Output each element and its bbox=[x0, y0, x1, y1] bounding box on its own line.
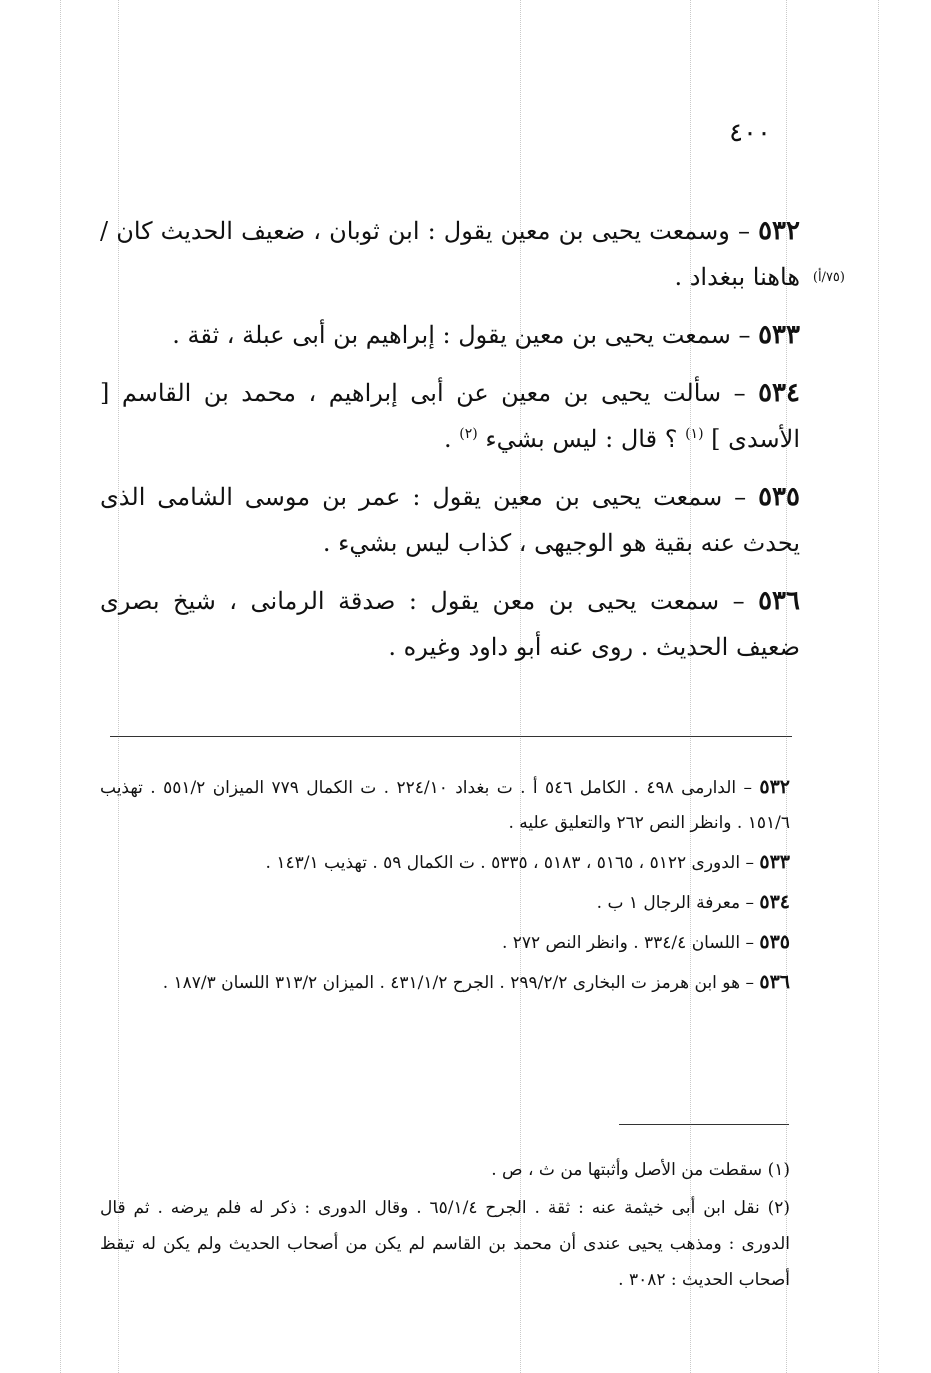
reference-number: ٥٣٦ bbox=[759, 971, 790, 993]
entry-534 bbox=[100, 370, 800, 462]
entry-text: – سمعت يحيى بن معين يقول : عمر بن موسى الشامى الذى يحدث عنه بقية هو الوجيهى ، كذاب ليس بشيء . bbox=[100, 483, 800, 557]
footnote-1 bbox=[100, 1152, 790, 1188]
entry-number: ٥٣٥ bbox=[758, 482, 800, 512]
page-number: ٤٠٠ bbox=[729, 118, 771, 148]
entry-text: – وسمعت يحيى بن معين يقول : ابن ثوبان ، ضعيف الحديث كان / هاهنا ببغداد . bbox=[100, 217, 800, 291]
main-text bbox=[100, 208, 800, 682]
reference-number: ٥٣٢ bbox=[759, 776, 790, 798]
entry-number: ٥٣٦ bbox=[758, 586, 800, 616]
reference-text: – اللسان ٣٣٤/٤ . وانظر النص ٢٧٢ . bbox=[501, 933, 760, 953]
reference-number: ٥٣٥ bbox=[759, 931, 790, 953]
entry-number: ٥٣٤ bbox=[758, 378, 800, 408]
footnotes-divider bbox=[619, 1124, 789, 1125]
footnote-text: نقل ابن أبى خيثمة عنه : ثقة . الجرح ٦٥/١/٤ . وقال الدورى : ذكر له فلم يرضه . ثم قال الدورى : ومذهب يحيى عندى أن محمد بن القاسم لم يكن من أصحاب الحديث ولم يكن له تيقظ أصحاب الحديث : ٣٠٨٢ . bbox=[100, 1198, 790, 1290]
reference-text: – الدورى ٥١٢٢ ، ٥١٦٥ ، ٥١٨٣ ، ٥٣٣٥ . ت الكمال ٥٩ . تهذيب ١٤٣/١ . bbox=[265, 853, 760, 873]
entry-532 bbox=[100, 208, 800, 300]
entry-535 bbox=[100, 474, 800, 566]
entry-number: ٥٣٣ bbox=[758, 320, 800, 350]
reference-text: – هو ابن هرمز ت البخارى ٢٩٩/٢/٢ . الجرح ٤٣١/١/٢ . الميزان ٣١٣/٢ اللسان ١٨٧/٣ . bbox=[162, 973, 760, 993]
footnotes bbox=[100, 1152, 790, 1300]
reference-534 bbox=[100, 885, 790, 921]
reference-532 bbox=[100, 770, 790, 841]
source-references bbox=[100, 770, 790, 1005]
margin-folio-reference: (٧٥/أ) bbox=[812, 270, 845, 285]
entry-text: – سمعت يحيى بن معين يقول : إبراهيم بن أبى عبلة ، ثقة . bbox=[172, 321, 759, 349]
entry-533 bbox=[100, 312, 800, 358]
entry-number: ٥٣٢ bbox=[758, 216, 800, 246]
reference-535 bbox=[100, 925, 790, 961]
entry-text: . bbox=[443, 425, 460, 453]
scan-guide-line bbox=[878, 0, 879, 1373]
scan-guide-line bbox=[60, 0, 61, 1373]
footnote-ref-2: (٢) bbox=[459, 426, 478, 442]
entry-text: – سألت يحيى بن معين عن أبى إبراهيم ، محمد بن القاسم [ الأسدى ] bbox=[100, 379, 800, 453]
footnote-text: سقطت من الأصل وأثبتها من ث ، ص . bbox=[491, 1160, 768, 1180]
entry-text: – سمعت يحيى بن معن يقول : صدقة الرمانى ، شيخ بصرى ضعيف الحديث . روى عنه أبو داود وغيره . bbox=[100, 587, 800, 661]
reference-text: – الدارمى ٤٩٨ . الكامل ٥٤٦ أ . ت بغداد ٢٢٤/١٠ . ت الكمال ٧٧٩ الميزان ٥٥١/٢ . تهذيب ١٥١/٦ . وانظر النص ٢٦٢ والتعليق عليه . bbox=[100, 778, 790, 833]
reference-number: ٥٣٣ bbox=[759, 851, 790, 873]
entry-text: ؟ قال : ليس بشيء bbox=[477, 425, 686, 453]
reference-number: ٥٣٤ bbox=[759, 891, 790, 913]
reference-text: – معرفة الرجال ١ ب . bbox=[596, 893, 760, 913]
references-divider bbox=[110, 736, 792, 737]
footnote-mark: (٢) bbox=[767, 1198, 791, 1218]
footnote-2 bbox=[100, 1190, 790, 1298]
entry-536 bbox=[100, 578, 800, 670]
reference-533 bbox=[100, 845, 790, 881]
footnote-mark: (١) bbox=[767, 1160, 790, 1180]
reference-536 bbox=[100, 965, 790, 1001]
footnote-ref-1: (١) bbox=[685, 426, 704, 442]
